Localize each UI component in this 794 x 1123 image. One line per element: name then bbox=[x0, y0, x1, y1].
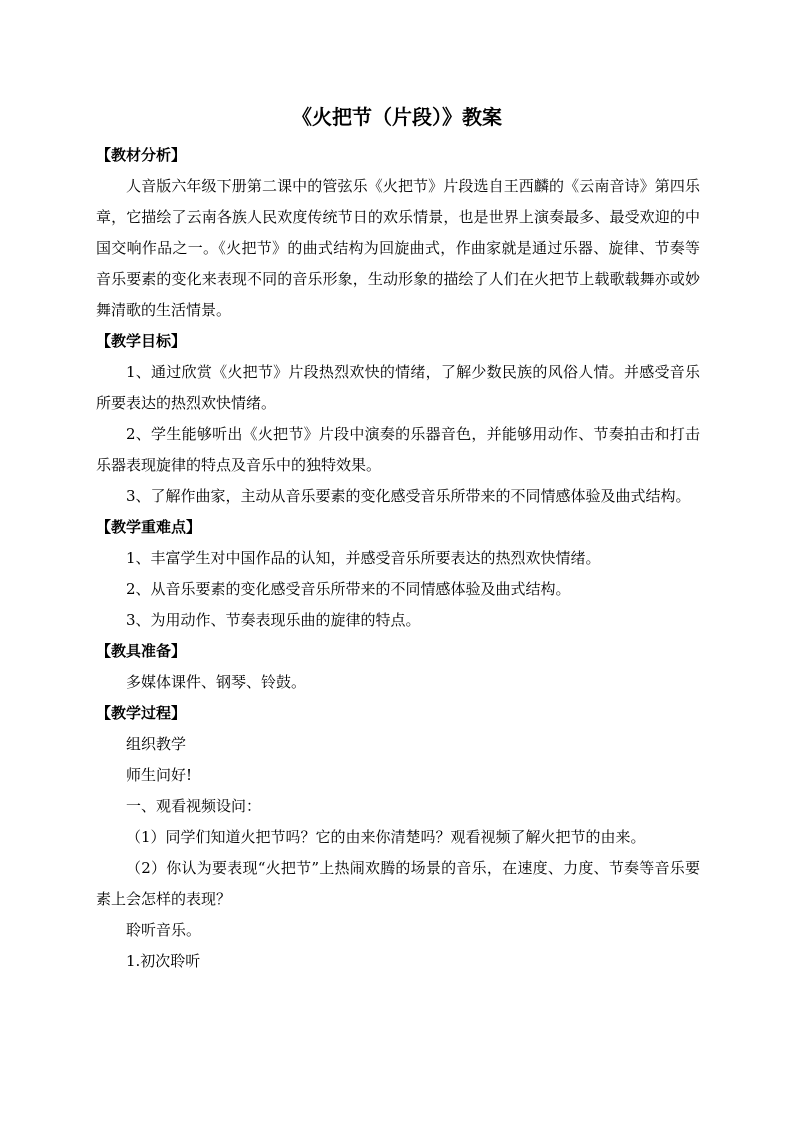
document-title: 《火把节（片段）》教案 bbox=[292, 105, 502, 129]
process-line: 师生问好! bbox=[126, 766, 193, 784]
process-line: （2）你认为要表现“火把节”上热闹欢腾的场景的音乐，在速度、力度、节奏等音乐要素上会怎样的表现？ bbox=[96, 859, 700, 908]
section-heading-key-points: 【教学重难点】 bbox=[96, 518, 202, 536]
teaching-goal-item: 3、了解作曲家，主动从音乐要素的变化感受音乐所带来的不同情感体验及曲式结构。 bbox=[126, 487, 691, 505]
process-line: 组织教学 bbox=[126, 735, 187, 753]
material-analysis-paragraph: 人音版六年级下册第二课中的管弦乐《火把节》片段选自王西麟的《云南音诗》第四乐章，它描绘了云南各族人民欢度传统节日的欢乐情景，也是世界上演奏最多、最受欢迎的中国交响作品之一。《火把节》的曲式结构为回旋曲式，作曲家就是通过乐器、旋律、节奏等音乐要素的变化来表现不同的音乐形象，生动形象的描绘了人们在火把节上载歌载舞亦或妙舞清歌的生活情景。 bbox=[96, 177, 700, 319]
section-heading-tools: 【教具准备】 bbox=[96, 642, 187, 660]
process-line: 聆听音乐。 bbox=[126, 921, 202, 939]
teaching-goal-item: 2、学生能够听出《火把节》片段中演奏的乐器音色，并能够用动作、节奏拍击和打击乐器表现旋律的特点及音乐中的独特效果。 bbox=[96, 425, 700, 474]
process-line: （1）同学们知道火把节吗？它的由来你清楚吗？观看视频了解火把节的由来。 bbox=[126, 828, 646, 846]
process-line: 1.初次聆听 bbox=[126, 952, 201, 970]
teaching-goal-item: 1、通过欣赏《火把节》片段热烈欢快的情绪，了解少数民族的风俗人情。并感受音乐所要表达的热烈欢快情绪。 bbox=[96, 363, 700, 412]
section-heading-material-analysis: 【教材分析】 bbox=[96, 146, 187, 164]
document-body bbox=[96, 140, 700, 977]
key-point-item: 1、丰富学生对中国作品的认知，并感受音乐所要表达的热烈欢快情绪。 bbox=[126, 549, 601, 567]
tools-text: 多媒体课件、钢琴、铃鼓。 bbox=[126, 673, 307, 691]
key-point-item: 2、从音乐要素的变化感受音乐所带来的不同情感体验及曲式结构。 bbox=[126, 580, 571, 598]
process-line: 一、观看视频设问： bbox=[126, 797, 262, 815]
section-heading-teaching-goals: 【教学目标】 bbox=[96, 332, 187, 350]
key-point-item: 3、为用动作、节奏表现乐曲的旋律的特点。 bbox=[126, 611, 421, 629]
section-heading-process: 【教学过程】 bbox=[96, 704, 187, 722]
